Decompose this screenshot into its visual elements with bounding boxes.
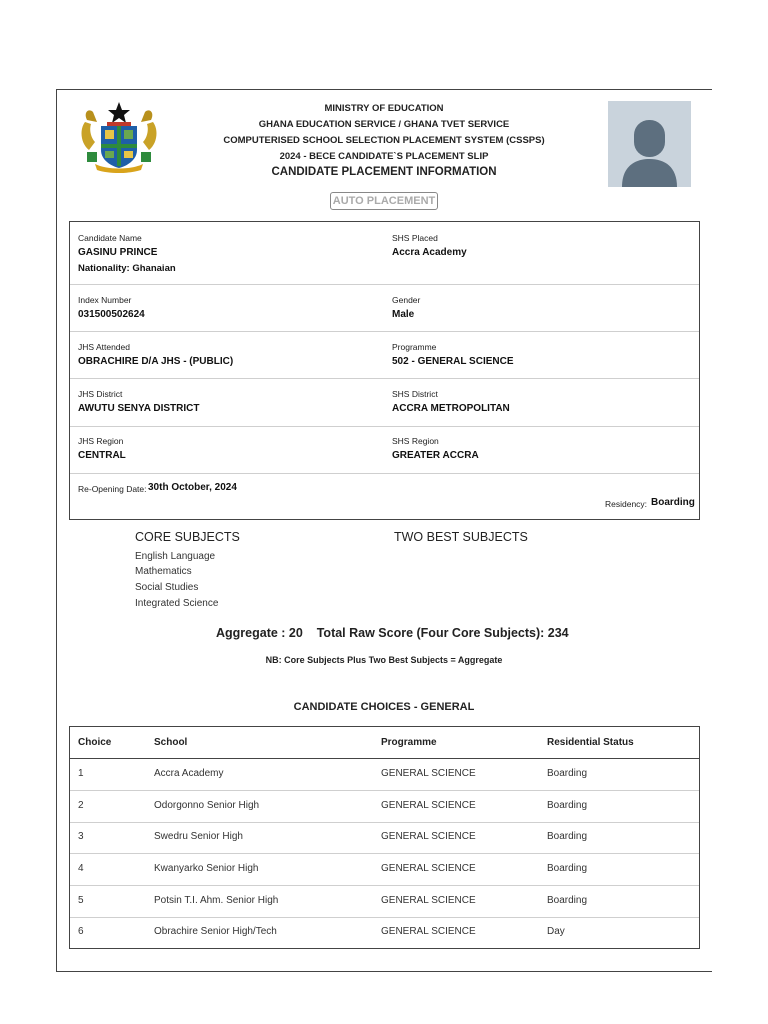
choice-residential-status: Day bbox=[547, 926, 565, 937]
residency: Boarding bbox=[651, 497, 695, 508]
column-header-school: School bbox=[154, 737, 188, 748]
choice-residential-status: Boarding bbox=[547, 895, 588, 906]
shs-district: ACCRA METROPOLITAN bbox=[392, 403, 510, 414]
jhs-district-label: JHS District bbox=[78, 389, 123, 399]
candidate-info-box bbox=[69, 221, 700, 520]
jhs-attended-label: JHS Attended bbox=[78, 342, 130, 352]
choice-programme: GENERAL SCIENCE bbox=[381, 895, 476, 906]
choice-school: Swedru Senior High bbox=[154, 831, 243, 842]
index-number-label: Index Number bbox=[78, 295, 132, 305]
choice-residential-status: Boarding bbox=[547, 800, 588, 811]
gender: Male bbox=[392, 309, 415, 320]
header-slip-title: 2024 - BECE CANDIDATE`S PLACEMENT SLIP bbox=[279, 151, 489, 162]
aggregate-note: NB: Core Subjects Plus Two Best Subjects = Aggregate bbox=[265, 655, 503, 665]
gender-label: Gender bbox=[392, 295, 421, 305]
choice-school: Odorgonno Senior High bbox=[154, 800, 260, 811]
core-subjects-title: CORE SUBJECTS bbox=[135, 530, 240, 544]
choice-number: 6 bbox=[78, 926, 84, 937]
header-ministry: MINISTRY OF EDUCATION bbox=[324, 103, 444, 114]
choice-number: 4 bbox=[78, 863, 84, 874]
shs-placed-label: SHS Placed bbox=[392, 233, 438, 243]
jhs-region: CENTRAL bbox=[78, 450, 126, 461]
choice-number: 1 bbox=[78, 768, 84, 779]
choice-programme: GENERAL SCIENCE bbox=[381, 863, 476, 874]
choice-number: 2 bbox=[78, 800, 84, 811]
choices-title: CANDIDATE CHOICES - GENERAL bbox=[293, 701, 475, 713]
nationality: Nationality: Ghanaian bbox=[78, 263, 176, 274]
candidate-name: GASINU PRINCE bbox=[78, 247, 158, 258]
choice-school: Kwanyarko Senior High bbox=[154, 863, 259, 874]
jhs-attended: OBRACHIRE D/A JHS - (PUBLIC) bbox=[78, 356, 234, 367]
programme: 502 - GENERAL SCIENCE bbox=[392, 356, 514, 367]
reopening-date: 30th October, 2024 bbox=[148, 482, 237, 493]
jhs-district: AWUTU SENYA DISTRICT bbox=[78, 403, 200, 414]
column-header-residential-status: Residential Status bbox=[547, 737, 634, 748]
auto-placement-badge: AUTO PLACEMENT bbox=[330, 192, 438, 210]
choices-table bbox=[69, 726, 700, 949]
residency-label: Residency: bbox=[605, 499, 648, 509]
aggregate-score: Aggregate : 20 Total Raw Score (Four Core Subjects): 234 bbox=[216, 626, 569, 640]
index-number: 031500502624 bbox=[78, 309, 145, 320]
choice-number: 5 bbox=[78, 895, 84, 906]
core-subject: Mathematics bbox=[135, 566, 192, 577]
core-subject: Social Studies bbox=[135, 582, 199, 593]
choice-residential-status: Boarding bbox=[547, 831, 588, 842]
column-header-programme: Programme bbox=[381, 737, 437, 748]
choice-programme: GENERAL SCIENCE bbox=[381, 926, 476, 937]
candidate-photo bbox=[608, 101, 691, 187]
core-subject: Integrated Science bbox=[135, 598, 219, 609]
jhs-region-label: JHS Region bbox=[78, 436, 124, 446]
best-subjects-title: TWO BEST SUBJECTS bbox=[394, 530, 528, 544]
choice-number: 3 bbox=[78, 831, 84, 842]
choice-programme: GENERAL SCIENCE bbox=[381, 831, 476, 842]
reopening-date-label: Re-Opening Date: bbox=[78, 484, 147, 494]
avatar-icon bbox=[608, 101, 691, 187]
core-subject: English Language bbox=[135, 551, 216, 562]
column-header-choice: Choice bbox=[78, 737, 112, 748]
page-title: CANDIDATE PLACEMENT INFORMATION bbox=[271, 166, 497, 178]
choice-school: Accra Academy bbox=[154, 768, 224, 779]
shs-placed: Accra Academy bbox=[392, 247, 467, 258]
choice-residential-status: Boarding bbox=[547, 768, 588, 779]
header-system: COMPUTERISED SCHOOL SELECTION PLACEMENT SYSTEM (CSSPS) bbox=[223, 135, 545, 146]
header-service: GHANA EDUCATION SERVICE / GHANA TVET SERVICE bbox=[258, 119, 510, 130]
ghana-coat-of-arms-icon bbox=[77, 100, 161, 174]
shs-region-label: SHS Region bbox=[392, 436, 439, 446]
shs-region: GREATER ACCRA bbox=[392, 450, 479, 461]
choice-residential-status: Boarding bbox=[547, 863, 588, 874]
choice-school: Potsin T.I. Ahm. Senior High bbox=[154, 895, 279, 906]
choice-school: Obrachire Senior High/Tech bbox=[154, 926, 277, 937]
choice-programme: GENERAL SCIENCE bbox=[381, 768, 476, 779]
shs-district-label: SHS District bbox=[392, 389, 438, 399]
choice-programme: GENERAL SCIENCE bbox=[381, 800, 476, 811]
candidate-name-label: Candidate Name bbox=[78, 233, 142, 243]
programme-label: Programme bbox=[392, 342, 437, 352]
